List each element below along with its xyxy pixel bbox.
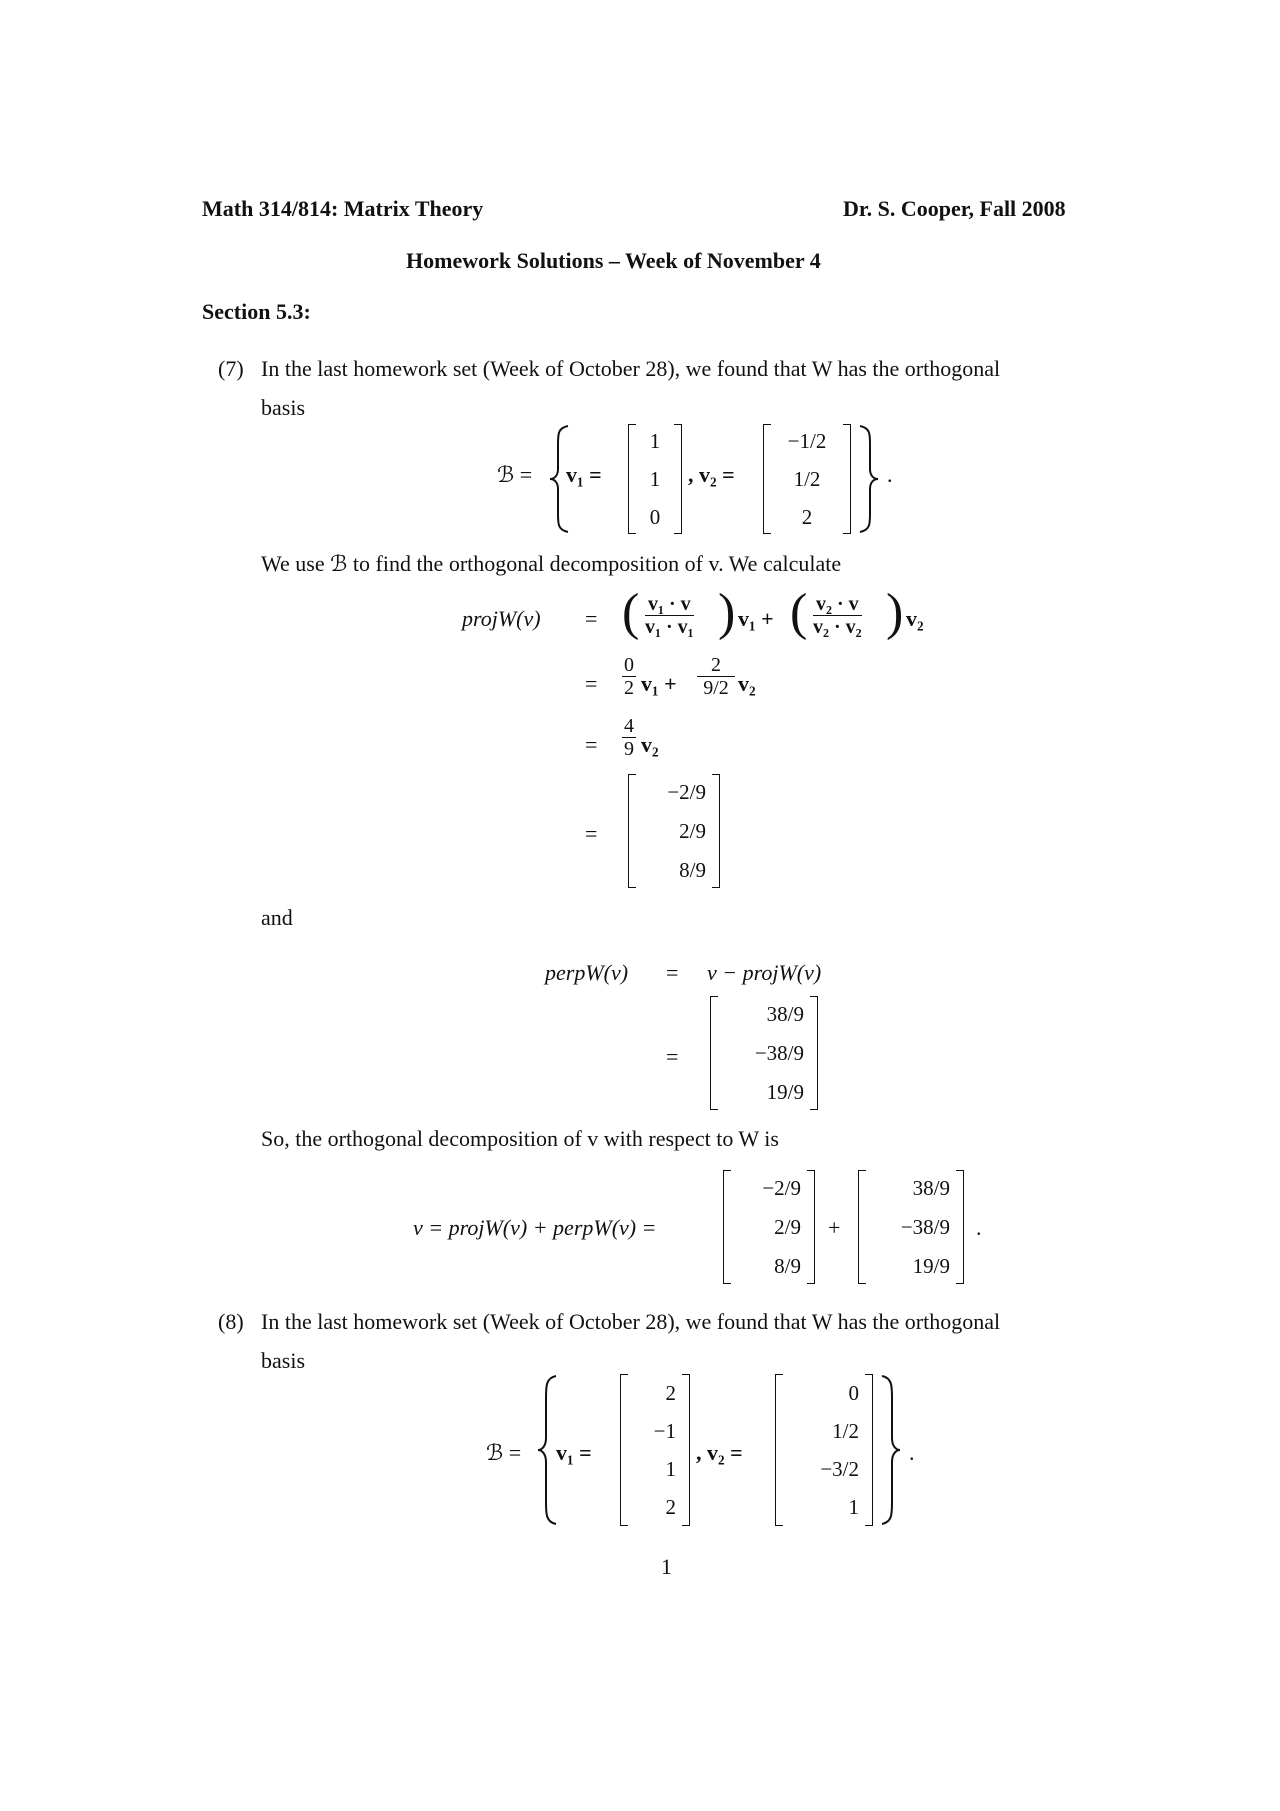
step3-tail: v₂ (641, 732, 659, 757)
v2-entry: 0 (848, 1381, 859, 1405)
v1-entry: 2 (665, 1381, 676, 1405)
proj-entry: −2/9 (762, 1176, 801, 1200)
proj-entry: 2/9 (774, 1215, 801, 1239)
proj-entry: −2/9 (667, 780, 706, 804)
fraction-1 (645, 593, 694, 638)
right-paren: ) (886, 584, 904, 641)
vector-v2 (775, 1374, 873, 1526)
equals-sign: = (666, 960, 679, 985)
equals-sign: = (585, 821, 598, 846)
final-perp-vector (858, 1170, 964, 1284)
section-heading: Section 5.3: (202, 299, 311, 324)
v1-entry: 2 (665, 1495, 676, 1519)
and-text: and (261, 905, 293, 930)
problem-8-intro-line2: basis (261, 1348, 305, 1373)
v1-label: v₁ = (556, 1440, 592, 1465)
term1-tail: v₁ + (738, 606, 774, 631)
frac1-denominator: v₁ · v₁ (645, 616, 694, 638)
problem-7-intro-line2: basis (261, 395, 305, 420)
perp-rhs: v − projW(v) (707, 960, 822, 985)
final-lhs: v = projW(v) + perpW(v) = (413, 1215, 657, 1240)
course-title: Math 314/814: Matrix Theory (202, 196, 484, 221)
v1-entry: 0 (649, 505, 661, 529)
step2-tail: v₂ (738, 671, 756, 696)
v2-entry: −3/2 (820, 1457, 859, 1481)
v2-entry: −1/2 (787, 429, 827, 453)
frac2-numerator: v₂ · v (816, 593, 859, 615)
perp-entry: −38/9 (754, 1041, 804, 1065)
v1-entry: −1 (653, 1419, 676, 1443)
page-number: 1 (661, 1554, 672, 1579)
step3-fraction: 4 9 (624, 715, 634, 760)
perp-entry: −38/9 (900, 1215, 950, 1239)
period: . (887, 462, 893, 487)
v1-entry: 1 (665, 1457, 676, 1481)
v1-entry: 1 (649, 429, 661, 453)
proj-entry: 2/9 (679, 819, 706, 843)
v1-label: v₁ = (566, 462, 602, 487)
proj-entry: 8/9 (679, 858, 706, 882)
perp-entry: 19/9 (766, 1080, 804, 1104)
period: . (976, 1215, 982, 1240)
equals-sign: = (666, 1044, 679, 1069)
frac2-denominator: v₂ · v₂ (813, 616, 862, 638)
fraction-2 (813, 593, 862, 638)
equals-sign: = (585, 732, 598, 757)
problem-7-number: (7) (218, 356, 244, 381)
frac1-numerator: v₁ · v (648, 593, 691, 615)
proj-lhs: projW(v) (462, 606, 541, 631)
instructor-info: Dr. S. Cooper, Fall 2008 (843, 196, 1066, 221)
equals-sign: = (585, 671, 598, 696)
final-proj-vector (723, 1170, 815, 1284)
vector-v1 (628, 424, 682, 534)
proj-result-vector (628, 774, 720, 888)
plus-sign: + (828, 1215, 841, 1240)
perp-entry: 38/9 (766, 1002, 804, 1026)
perp-lhs: perpW(v) (545, 960, 629, 985)
perp-entry: 19/9 (912, 1254, 950, 1278)
step2-mid: v₁ + (641, 671, 677, 696)
v2-entry: 1/2 (793, 467, 821, 491)
equals-sign: = (585, 606, 598, 631)
basis-label: ℬ = (486, 1440, 522, 1465)
period: . (909, 1440, 915, 1465)
document-title: Homework Solutions – Week of November 4 (406, 248, 821, 273)
term2-tail: v₂ (906, 606, 924, 631)
v2-label: , v₂ = (688, 462, 735, 487)
step2-fraction-2: 2 9/2 (697, 654, 735, 699)
proj-entry: 8/9 (774, 1254, 801, 1278)
problem-7-intro-line1: In the last homework set (Week of October 28), we found that W has the orthogonal (261, 356, 1001, 381)
perp-entry: 38/9 (912, 1176, 950, 1200)
problem-7-use-text: We use ℬ to find the orthogonal decomposition of v. We calculate (261, 551, 842, 576)
v2-entry: 2 (801, 505, 813, 529)
vector-v1 (620, 1374, 690, 1526)
right-paren: ) (718, 584, 736, 641)
perp-result-vector (710, 996, 818, 1110)
left-paren: ( (790, 584, 808, 641)
right-brace (878, 1374, 902, 1526)
v2-label: , v₂ = (696, 1440, 743, 1465)
step2-fraction-1: 0 2 (624, 654, 634, 699)
problem-8-number: (8) (218, 1309, 244, 1334)
problem-8-intro-line1: In the last homework set (Week of October 28), we found that W has the orthogonal (261, 1309, 1001, 1334)
right-brace (856, 424, 880, 534)
v1-entry: 1 (649, 467, 661, 491)
basis-label: ℬ = (497, 462, 533, 487)
v2-entry: 1/2 (832, 1419, 859, 1443)
vector-v2 (763, 424, 851, 534)
left-paren: ( (622, 584, 640, 641)
so-text: So, the orthogonal decomposition of v with respect to W is (261, 1126, 779, 1151)
v2-entry: 1 (848, 1495, 859, 1519)
